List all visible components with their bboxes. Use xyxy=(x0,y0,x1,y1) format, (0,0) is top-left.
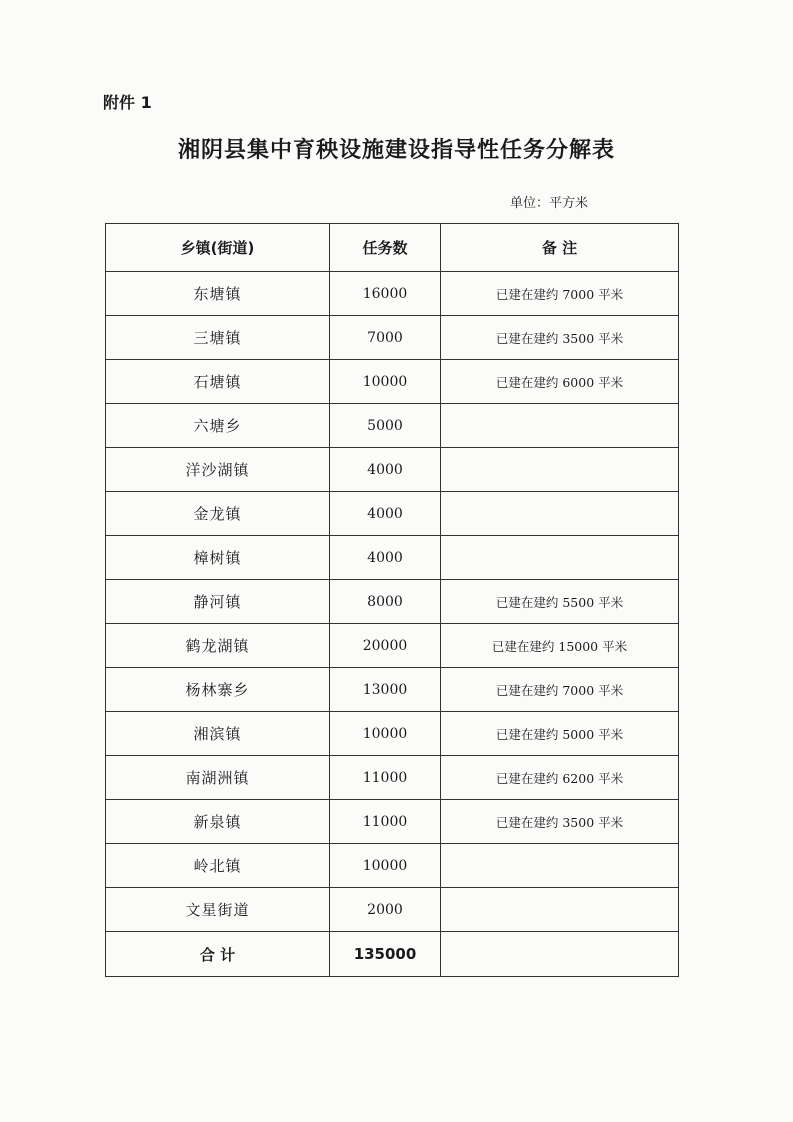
total-label: 合 计 xyxy=(106,932,330,977)
cell-note xyxy=(441,536,679,580)
cell-note: 已建在建约 7000 平米 xyxy=(441,668,679,712)
cell-note: 已建在建约 6000 平米 xyxy=(441,360,679,404)
table-row xyxy=(106,624,679,668)
cell-note: 已建在建约 15000 平米 xyxy=(441,624,679,668)
cell-town: 六塘乡 xyxy=(106,404,330,448)
table-row xyxy=(106,316,679,360)
table-row xyxy=(106,888,679,932)
table-row xyxy=(106,492,679,536)
cell-note xyxy=(441,492,679,536)
cell-town: 三塘镇 xyxy=(106,316,330,360)
cell-task: 11000 xyxy=(330,800,441,844)
cell-task: 11000 xyxy=(330,756,441,800)
cell-task: 4000 xyxy=(330,492,441,536)
cell-town: 文星街道 xyxy=(106,888,330,932)
attachment-label: 附件 1 xyxy=(103,93,152,112)
header-town: 乡镇(街道) xyxy=(106,224,330,272)
cell-task: 10000 xyxy=(330,712,441,756)
cell-note: 已建在建约 5500 平米 xyxy=(441,580,679,624)
total-row xyxy=(106,932,679,977)
cell-town: 鹤龙湖镇 xyxy=(106,624,330,668)
header-note: 备 注 xyxy=(441,224,679,272)
cell-note: 已建在建约 7000 平米 xyxy=(441,272,679,316)
cell-note xyxy=(441,404,679,448)
task-table xyxy=(105,223,679,977)
total-task: 135000 xyxy=(330,932,441,977)
cell-town: 湘滨镇 xyxy=(106,712,330,756)
cell-task: 16000 xyxy=(330,272,441,316)
cell-note: 已建在建约 6200 平米 xyxy=(441,756,679,800)
cell-task: 7000 xyxy=(330,316,441,360)
cell-town: 东塘镇 xyxy=(106,272,330,316)
cell-town: 樟树镇 xyxy=(106,536,330,580)
header-task: 任务数 xyxy=(330,224,441,272)
cell-task: 10000 xyxy=(330,360,441,404)
cell-task: 10000 xyxy=(330,844,441,888)
unit-label: 单位：平方米 xyxy=(510,196,589,211)
cell-task: 5000 xyxy=(330,404,441,448)
table-body xyxy=(106,272,679,932)
cell-town: 杨林寨乡 xyxy=(106,668,330,712)
cell-note: 已建在建约 5000 平米 xyxy=(441,712,679,756)
table-row xyxy=(106,404,679,448)
cell-town: 洋沙湖镇 xyxy=(106,448,330,492)
table-row xyxy=(106,800,679,844)
cell-note xyxy=(441,888,679,932)
table-row xyxy=(106,756,679,800)
cell-town: 岭北镇 xyxy=(106,844,330,888)
total-note xyxy=(441,932,679,977)
cell-town: 金龙镇 xyxy=(106,492,330,536)
cell-task: 8000 xyxy=(330,580,441,624)
cell-note: 已建在建约 3500 平米 xyxy=(441,316,679,360)
cell-town: 静河镇 xyxy=(106,580,330,624)
table-row xyxy=(106,712,679,756)
table-row xyxy=(106,272,679,316)
cell-town: 南湖洲镇 xyxy=(106,756,330,800)
cell-note: 已建在建约 3500 平米 xyxy=(441,800,679,844)
cell-task: 13000 xyxy=(330,668,441,712)
cell-task: 4000 xyxy=(330,536,441,580)
table-row xyxy=(106,536,679,580)
table-row xyxy=(106,580,679,624)
document-title: 湘阴县集中育秧设施建设指导性任务分解表 xyxy=(177,137,615,163)
cell-town: 新泉镇 xyxy=(106,800,330,844)
cell-task: 4000 xyxy=(330,448,441,492)
table-row xyxy=(106,844,679,888)
table-header-row xyxy=(106,224,679,272)
table-row xyxy=(106,360,679,404)
cell-note xyxy=(441,448,679,492)
cell-task: 2000 xyxy=(330,888,441,932)
cell-town: 石塘镇 xyxy=(106,360,330,404)
table-row xyxy=(106,668,679,712)
table-row xyxy=(106,448,679,492)
cell-task: 20000 xyxy=(330,624,441,668)
cell-note xyxy=(441,844,679,888)
